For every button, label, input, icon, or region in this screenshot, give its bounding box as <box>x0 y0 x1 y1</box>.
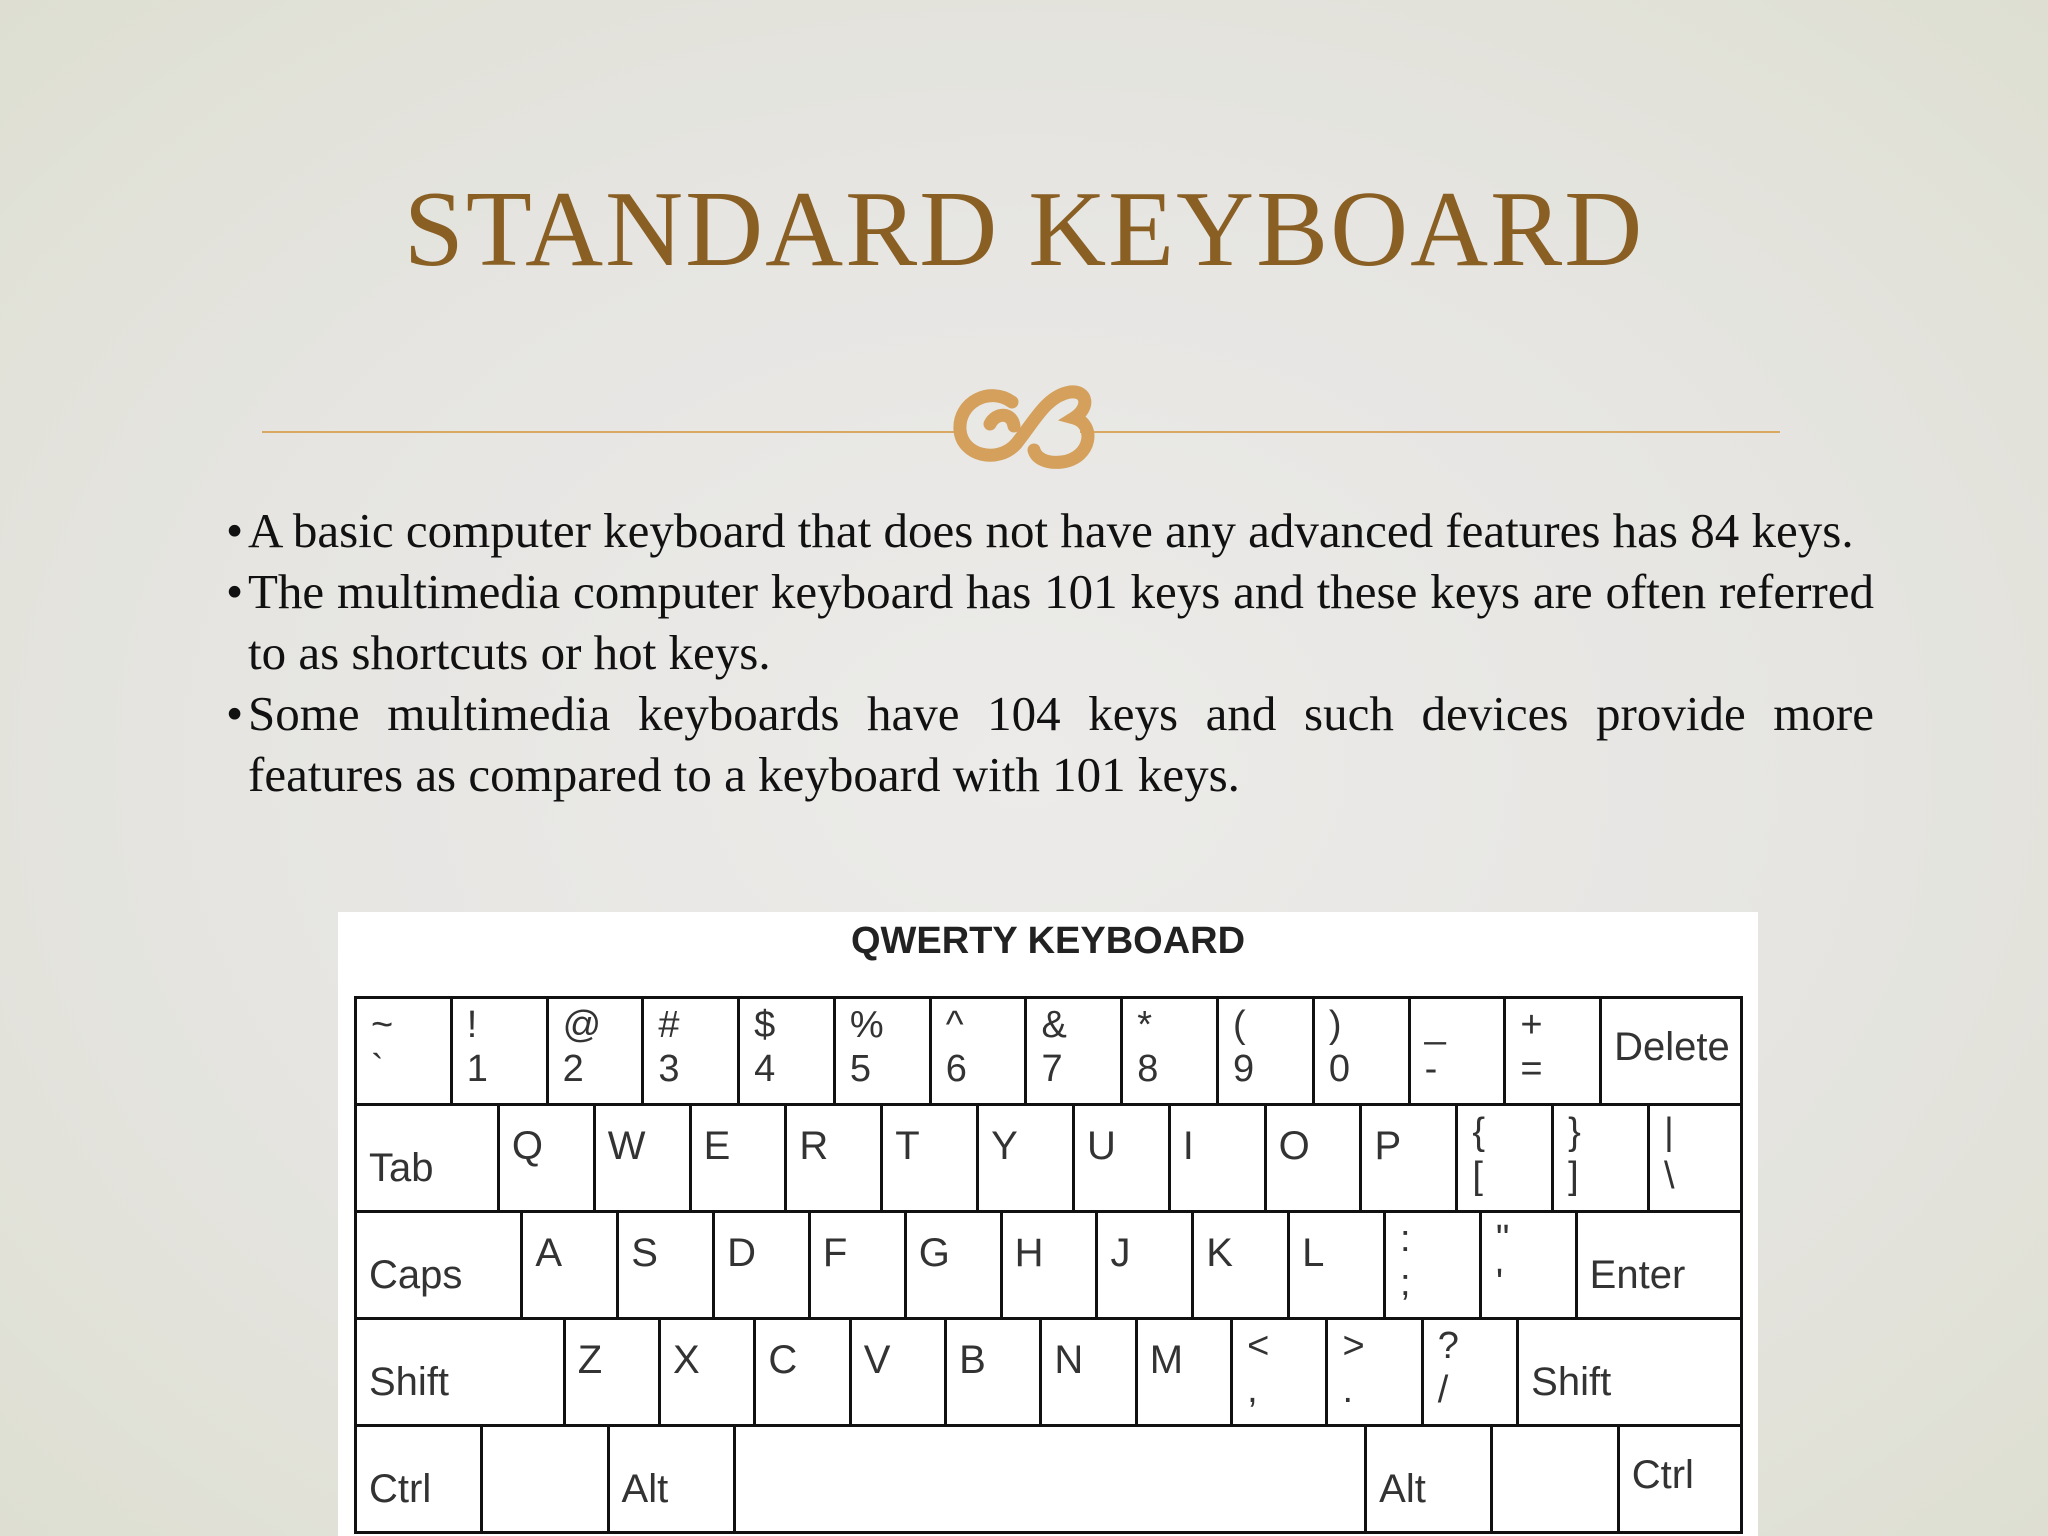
keycap-label: Ctrl <box>1631 1453 1694 1497</box>
keycap <box>1408 999 1504 1103</box>
keycap-shift-label: ^ <box>945 1004 964 1046</box>
keycap-label: B <box>959 1338 986 1382</box>
keycap-label: ] <box>1568 1155 1579 1197</box>
keycap <box>929 999 1025 1103</box>
keycap <box>1479 1213 1575 1317</box>
keycap <box>689 1106 785 1210</box>
keycap-label: ` <box>371 1048 384 1090</box>
keycap-shift-label: + <box>1520 1004 1543 1046</box>
keycap-shift-label: @ <box>562 1004 602 1046</box>
bullet-item-2 <box>226 561 1874 683</box>
keycap <box>354 1213 520 1317</box>
keycap-label: 3 <box>658 1048 680 1090</box>
keycap-shift-label: % <box>849 1004 884 1046</box>
keycap <box>616 1213 712 1317</box>
keycap <box>658 1320 753 1424</box>
keycap <box>1503 999 1599 1103</box>
keycap-label: 9 <box>1233 1048 1255 1090</box>
keycap-shift-label: < <box>1247 1325 1270 1367</box>
keycap <box>1364 1427 1490 1531</box>
keycap <box>1120 999 1216 1103</box>
keycap-label: Y <box>991 1124 1018 1168</box>
keycap <box>1312 999 1408 1103</box>
keycap-label: 7 <box>1041 1048 1063 1090</box>
title-divider-left <box>262 431 962 433</box>
keycap-blank <box>480 1427 606 1531</box>
keycap <box>1516 1320 1743 1424</box>
keycap <box>1264 1106 1360 1210</box>
keyboard-row <box>354 1213 1743 1320</box>
keycap <box>1325 1320 1420 1424</box>
keycap-label: V <box>863 1338 891 1382</box>
keycap-label: Alt <box>621 1467 669 1511</box>
keycap <box>354 999 450 1103</box>
keycap-label: W <box>607 1124 646 1168</box>
keycap-label: Ctrl <box>369 1467 432 1511</box>
keycap-label: U <box>1086 1124 1116 1168</box>
keycap-label: X <box>673 1338 700 1382</box>
keycap <box>1617 1427 1743 1531</box>
keycap-label: J <box>1110 1231 1131 1275</box>
keycap-label: ; <box>1399 1262 1411 1304</box>
keycap <box>1230 1320 1325 1424</box>
keycap-label: 6 <box>945 1048 967 1090</box>
keycap <box>1647 1106 1743 1210</box>
keycap <box>880 1106 976 1210</box>
keycap <box>1168 1106 1264 1210</box>
keycap <box>354 1320 563 1424</box>
bullet-text-2: The multimedia computer keyboard has 101 keys and these keys are often referred to as shortcuts or hot keys. <box>248 564 1874 680</box>
bullet-text-3: Some multimedia keyboards have 104 keys and such devices provide more features as compared to a keyboard with 101 keys. <box>248 686 1874 802</box>
keycap-shift-label: ! <box>466 1004 478 1046</box>
keycap-label: \ <box>1664 1155 1675 1197</box>
keycap <box>1039 1320 1134 1424</box>
keycap-shift-label: ( <box>1233 1004 1246 1046</box>
bullet-list <box>226 500 1874 805</box>
keycap <box>1135 1320 1230 1424</box>
keycap-shift-label: ? <box>1437 1325 1459 1367</box>
keyboard-row <box>354 996 1743 1106</box>
keycap-shift-label: : <box>1399 1218 1411 1260</box>
keycap-label: ' <box>1495 1262 1504 1304</box>
keycap <box>497 1106 593 1210</box>
bullet-icon: • <box>226 503 244 558</box>
keycap <box>1383 1213 1479 1317</box>
keycap <box>563 1320 658 1424</box>
keycap-label: . <box>1342 1369 1354 1411</box>
keycap <box>354 1427 480 1531</box>
bullet-item-1 <box>226 500 1874 561</box>
keycap <box>808 1213 904 1317</box>
bullet-icon: • <box>226 686 244 741</box>
keycap <box>1216 999 1312 1103</box>
keycap-label: F <box>822 1231 848 1275</box>
keycap <box>1095 1213 1191 1317</box>
keycap <box>849 1320 944 1424</box>
keycap <box>593 1106 689 1210</box>
keycap-label: S <box>631 1231 658 1275</box>
keycap-label: T <box>895 1124 920 1168</box>
keycap-label: 8 <box>1137 1048 1159 1090</box>
keycap <box>1359 1106 1455 1210</box>
keycap-label: E <box>703 1124 731 1168</box>
qwerty-keyboard-image <box>338 912 1758 1536</box>
keycap <box>1000 1213 1096 1317</box>
keycap <box>753 1320 848 1424</box>
slide-title: STANDARD KEYBOARD <box>403 170 1645 289</box>
bullet-icon: • <box>226 564 244 619</box>
keycap-label: R <box>799 1124 829 1168</box>
keycap-label: M <box>1149 1338 1184 1382</box>
keycap-label: 0 <box>1328 1048 1350 1090</box>
keycap-label: Alt <box>1379 1467 1426 1511</box>
keycap-blank <box>733 1427 1364 1531</box>
keycap-shift-label: { <box>1472 1111 1486 1153</box>
keycap-label: Caps <box>369 1253 463 1297</box>
keycap <box>520 1213 616 1317</box>
keycap-shift-label: * <box>1137 1004 1153 1046</box>
keycap <box>450 999 546 1103</box>
keycap <box>1455 1106 1551 1210</box>
keycap <box>944 1320 1039 1424</box>
keycap-shift-label: > <box>1342 1325 1365 1367</box>
keycap <box>1575 1213 1743 1317</box>
keycap <box>641 999 737 1103</box>
keycap <box>1024 999 1120 1103</box>
keycap-label: = <box>1520 1048 1543 1090</box>
keycap-shift-label: } <box>1568 1111 1581 1153</box>
keycap <box>904 1213 1000 1317</box>
keycap-label: Delete <box>1614 1025 1730 1069</box>
keycap-blank <box>1490 1427 1616 1531</box>
keycap <box>1072 1106 1168 1210</box>
flourish-ornament-icon <box>950 372 1100 482</box>
keycap-label: N <box>1054 1338 1084 1382</box>
keycap <box>833 999 929 1103</box>
keycap-shift-label: ) <box>1328 1004 1342 1046</box>
keycap-label: , <box>1247 1369 1258 1411</box>
keycap-label: P <box>1374 1124 1402 1168</box>
keycap <box>354 1106 497 1210</box>
keycap <box>784 1106 880 1210</box>
keycap-label: Shift <box>1531 1360 1612 1404</box>
keycap-shift-label: " <box>1495 1218 1510 1260</box>
keycap <box>546 999 642 1103</box>
keycap <box>1551 1106 1647 1210</box>
keycap-label: 4 <box>754 1048 776 1090</box>
keycap-label: Shift <box>369 1360 450 1404</box>
keycap <box>1421 1320 1516 1424</box>
keycap-label: G <box>918 1231 950 1275</box>
keycap-shift-label: | <box>1664 1111 1674 1153</box>
keycap-label: 2 <box>562 1048 584 1090</box>
bullet-text-1: A basic computer keyboard that does not have any advanced features has 84 keys. <box>248 503 1854 558</box>
keycap <box>1599 999 1743 1103</box>
keycap-label: L <box>1302 1231 1325 1275</box>
keycap-shift-label: # <box>658 1004 680 1046</box>
keycap-shift-label: $ <box>754 1004 776 1046</box>
keycap-label: O <box>1278 1124 1310 1168</box>
keycap-label: Tab <box>369 1146 434 1190</box>
keycap-label: [ <box>1472 1155 1483 1197</box>
keycap <box>712 1213 808 1317</box>
keyboard-row <box>354 1427 1743 1534</box>
keycap-label: / <box>1437 1369 1449 1411</box>
keyboard-key-grid <box>354 996 1743 1516</box>
keyboard-image-title: QWERTY KEYBOARD <box>850 920 1246 962</box>
keycap-label: K <box>1206 1231 1233 1275</box>
keycap <box>1287 1213 1383 1317</box>
keycap <box>607 1427 733 1531</box>
keycap-label: D <box>727 1231 756 1275</box>
keyboard-row <box>354 1106 1743 1213</box>
keycap <box>737 999 833 1103</box>
keycap-label: A <box>535 1231 563 1275</box>
bullet-item-3 <box>226 683 1874 805</box>
keycap <box>976 1106 1072 1210</box>
keycap-label: H <box>1014 1231 1044 1275</box>
keycap <box>1191 1213 1287 1317</box>
keycap-label: I <box>1182 1124 1194 1168</box>
keycap-label: Enter <box>1589 1253 1686 1297</box>
keycap-shift-label: ~ <box>371 1004 394 1046</box>
keycap-shift-label: _ <box>1424 1004 1446 1046</box>
title-divider-right <box>1080 431 1780 433</box>
keycap-label: - <box>1424 1048 1438 1090</box>
keycap-label: Q <box>511 1124 543 1168</box>
keycap-shift-label: & <box>1041 1004 1067 1046</box>
keycap-label: Z <box>577 1338 603 1382</box>
keycap-label: 1 <box>466 1048 488 1090</box>
keyboard-row <box>354 1320 1743 1427</box>
keycap-label: C <box>768 1338 798 1382</box>
keycap-label: 5 <box>849 1048 872 1090</box>
